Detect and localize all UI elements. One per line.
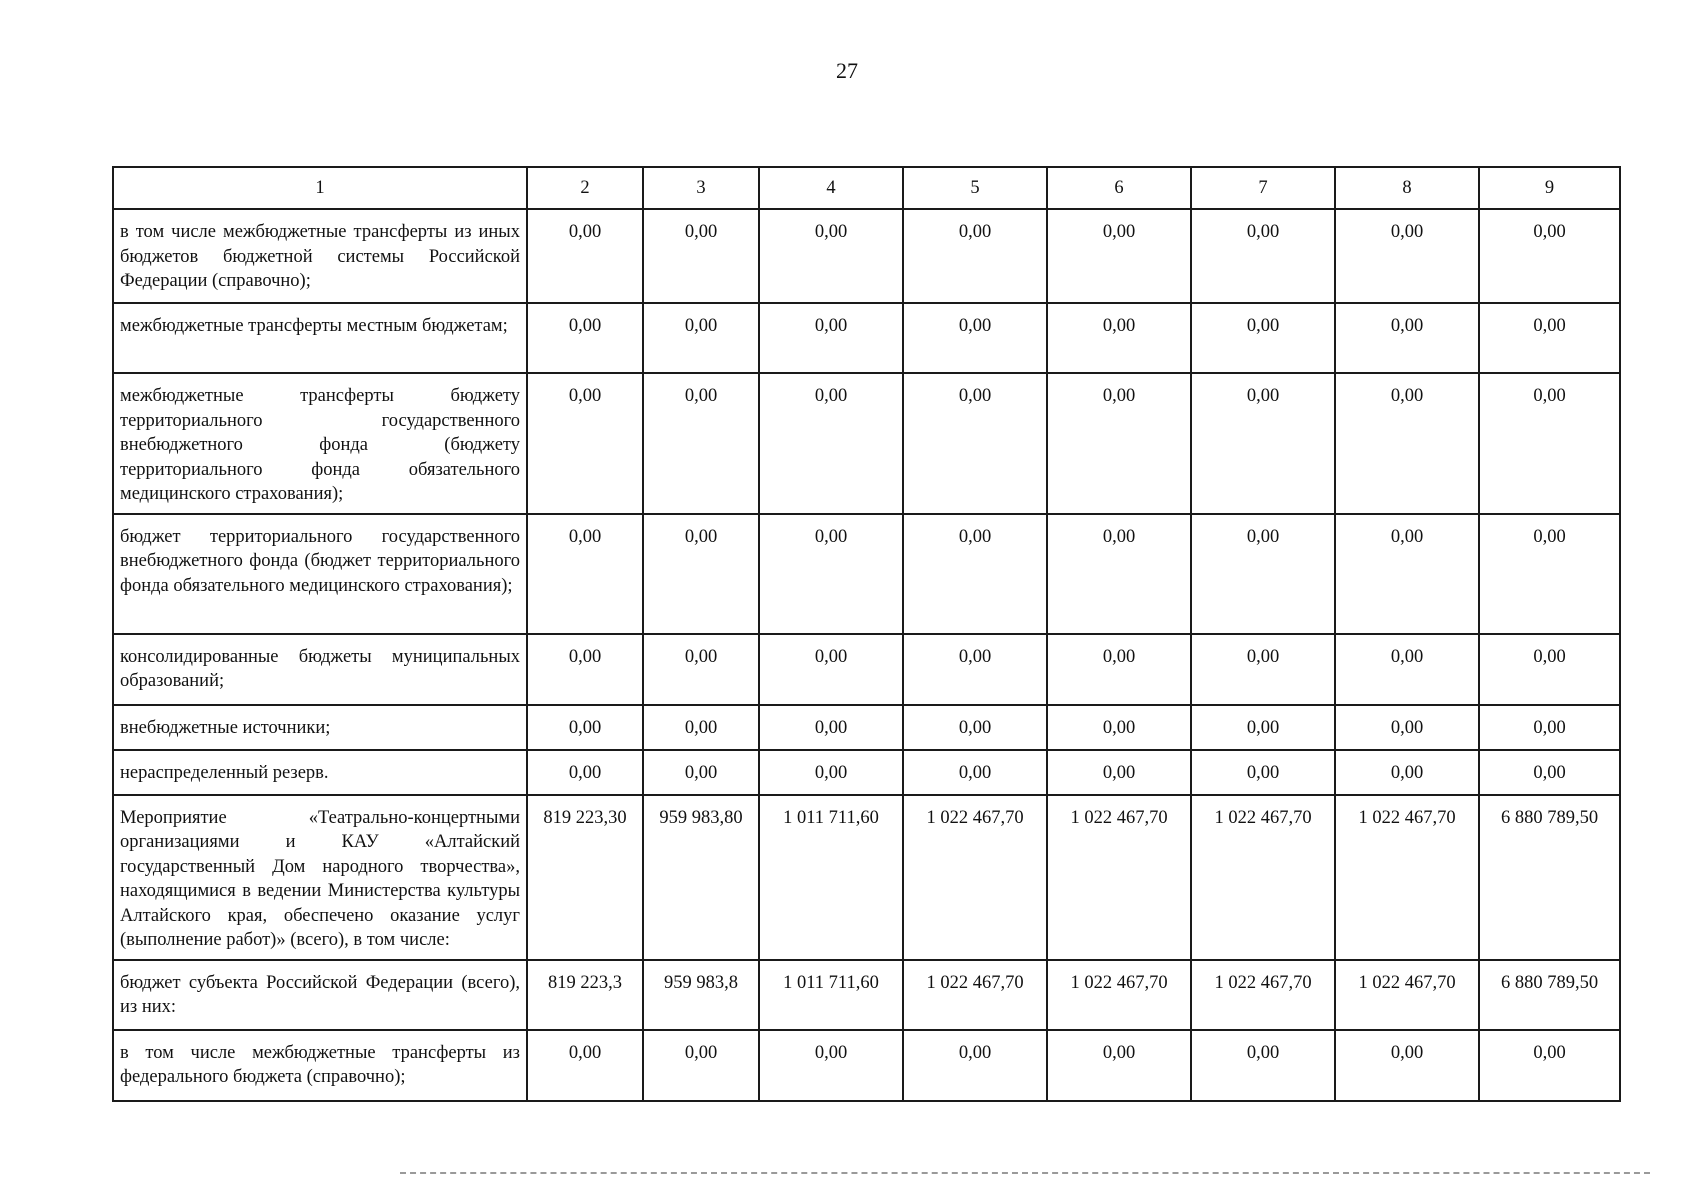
table-cell: 0,00 <box>1191 634 1335 705</box>
table-cell: 0,00 <box>643 303 759 373</box>
table-cell: 0,00 <box>643 209 759 303</box>
table-cell: 0,00 <box>1047 373 1191 514</box>
table-cell: 0,00 <box>1335 209 1479 303</box>
table-cell: 0,00 <box>759 1030 903 1101</box>
table-cell: 0,00 <box>1479 634 1620 705</box>
table-cell: 0,00 <box>759 514 903 634</box>
table-cell: 1 022 467,70 <box>1191 795 1335 960</box>
table-cell: 0,00 <box>1335 303 1479 373</box>
row-label: внебюджетные источники; <box>113 705 527 750</box>
table-cell: 1 011 711,60 <box>759 960 903 1030</box>
row-label: в том числе межбюджетные трансферты из федерального бюджета (справочно); <box>113 1030 527 1101</box>
table-cell: 0,00 <box>1047 634 1191 705</box>
table-cell: 1 022 467,70 <box>1335 960 1479 1030</box>
column-header: 1 <box>113 167 527 209</box>
table-row <box>113 1030 1620 1101</box>
table-cell: 0,00 <box>903 209 1047 303</box>
row-label: бюджет территориального государственного внебюджетного фонда (бюджет территориального фонда обязательного медицинского страхования); <box>113 514 527 634</box>
table-cell: 0,00 <box>643 634 759 705</box>
table-cell: 0,00 <box>903 705 1047 750</box>
table-cell: 959 983,8 <box>643 960 759 1030</box>
table-cell: 0,00 <box>643 750 759 795</box>
row-label: нераспределенный резерв. <box>113 750 527 795</box>
column-header: 3 <box>643 167 759 209</box>
table-cell: 0,00 <box>1479 209 1620 303</box>
table-cell: 0,00 <box>1191 750 1335 795</box>
table-cell: 1 022 467,70 <box>903 795 1047 960</box>
table-cell: 0,00 <box>527 1030 643 1101</box>
table-cell: 959 983,80 <box>643 795 759 960</box>
table-cell: 0,00 <box>527 634 643 705</box>
table-cell: 0,00 <box>903 303 1047 373</box>
table-cell: 0,00 <box>527 373 643 514</box>
table-cell: 0,00 <box>1047 705 1191 750</box>
table-row <box>113 634 1620 705</box>
table-row <box>113 705 1620 750</box>
table-row <box>113 303 1620 373</box>
table-cell: 0,00 <box>527 303 643 373</box>
table-cell: 0,00 <box>759 750 903 795</box>
table-cell: 1 022 467,70 <box>1047 960 1191 1030</box>
table-cell: 0,00 <box>1335 373 1479 514</box>
row-label: консолидированные бюджеты муниципальных образований; <box>113 634 527 705</box>
table-cell: 0,00 <box>759 209 903 303</box>
table-cell: 0,00 <box>1479 1030 1620 1101</box>
column-header: 2 <box>527 167 643 209</box>
table-cell: 0,00 <box>1047 303 1191 373</box>
table-cell: 0,00 <box>1191 1030 1335 1101</box>
table-header-row <box>113 167 1620 209</box>
table-cell: 0,00 <box>1335 514 1479 634</box>
budget-table <box>112 166 1621 1102</box>
row-label: Мероприятие «Театрально-концертными организациями и КАУ «Алтайский государственный Дом народного творчества», находящимися в ведении Министерства культуры Алтайского края, обеспечено оказание услуг (выполнение работ)» (всего), в том числе: <box>113 795 527 960</box>
table-cell: 1 022 467,70 <box>903 960 1047 1030</box>
table-cell: 0,00 <box>1191 514 1335 634</box>
column-header: 8 <box>1335 167 1479 209</box>
table-cell: 0,00 <box>643 373 759 514</box>
column-header: 9 <box>1479 167 1620 209</box>
table-cell: 0,00 <box>903 514 1047 634</box>
table-cell: 0,00 <box>1479 303 1620 373</box>
table-cell: 1 022 467,70 <box>1191 960 1335 1030</box>
scan-artifact-line <box>400 1172 1650 1174</box>
table-cell: 0,00 <box>527 514 643 634</box>
table-cell: 0,00 <box>1479 750 1620 795</box>
table-cell: 0,00 <box>643 1030 759 1101</box>
page-number: 27 <box>836 58 858 83</box>
table-cell: 0,00 <box>1479 705 1620 750</box>
table-row <box>113 209 1620 303</box>
table-cell: 0,00 <box>1191 705 1335 750</box>
table-cell: 0,00 <box>643 514 759 634</box>
row-label: бюджет субъекта Российской Федерации (всего), из них: <box>113 960 527 1030</box>
table-row <box>113 795 1620 960</box>
table-cell: 0,00 <box>1335 634 1479 705</box>
table-cell: 0,00 <box>527 750 643 795</box>
row-label: межбюджетные трансферты бюджету территориального государственного внебюджетного фонда (бюджету территориального фонда обязательного медицинского страхования); <box>113 373 527 514</box>
table-cell: 0,00 <box>759 634 903 705</box>
table-cell: 0,00 <box>1191 209 1335 303</box>
table-row <box>113 514 1620 634</box>
column-header: 5 <box>903 167 1047 209</box>
table-cell: 0,00 <box>903 1030 1047 1101</box>
table-cell: 0,00 <box>759 303 903 373</box>
row-label: в том числе межбюджетные трансферты из иных бюджетов бюджетной системы Российской Федерации (справочно); <box>113 209 527 303</box>
table-cell: 0,00 <box>1047 1030 1191 1101</box>
table-cell: 0,00 <box>903 750 1047 795</box>
table-cell: 1 011 711,60 <box>759 795 903 960</box>
table-cell: 819 223,3 <box>527 960 643 1030</box>
table-cell: 0,00 <box>1479 373 1620 514</box>
row-label: межбюджетные трансферты местным бюджетам; <box>113 303 527 373</box>
table-cell: 0,00 <box>759 373 903 514</box>
table-cell: 6 880 789,50 <box>1479 960 1620 1030</box>
table-cell: 0,00 <box>903 373 1047 514</box>
table-cell: 1 022 467,70 <box>1047 795 1191 960</box>
table-cell: 1 022 467,70 <box>1335 795 1479 960</box>
table-cell: 0,00 <box>1191 303 1335 373</box>
table-cell: 0,00 <box>759 705 903 750</box>
table-cell: 0,00 <box>1335 1030 1479 1101</box>
column-header: 6 <box>1047 167 1191 209</box>
table-cell: 0,00 <box>903 634 1047 705</box>
table-row <box>113 750 1620 795</box>
table-row <box>113 373 1620 514</box>
table-cell: 0,00 <box>1191 373 1335 514</box>
table-cell: 0,00 <box>1335 705 1479 750</box>
table-cell: 0,00 <box>527 209 643 303</box>
table-cell: 0,00 <box>527 705 643 750</box>
column-header: 7 <box>1191 167 1335 209</box>
table-cell: 0,00 <box>643 705 759 750</box>
table-row <box>113 960 1620 1030</box>
table-cell: 0,00 <box>1335 750 1479 795</box>
table-cell: 0,00 <box>1047 750 1191 795</box>
table-cell: 819 223,30 <box>527 795 643 960</box>
table-cell: 6 880 789,50 <box>1479 795 1620 960</box>
table-cell: 0,00 <box>1047 514 1191 634</box>
table-cell: 0,00 <box>1479 514 1620 634</box>
table-cell: 0,00 <box>1047 209 1191 303</box>
column-header: 4 <box>759 167 903 209</box>
